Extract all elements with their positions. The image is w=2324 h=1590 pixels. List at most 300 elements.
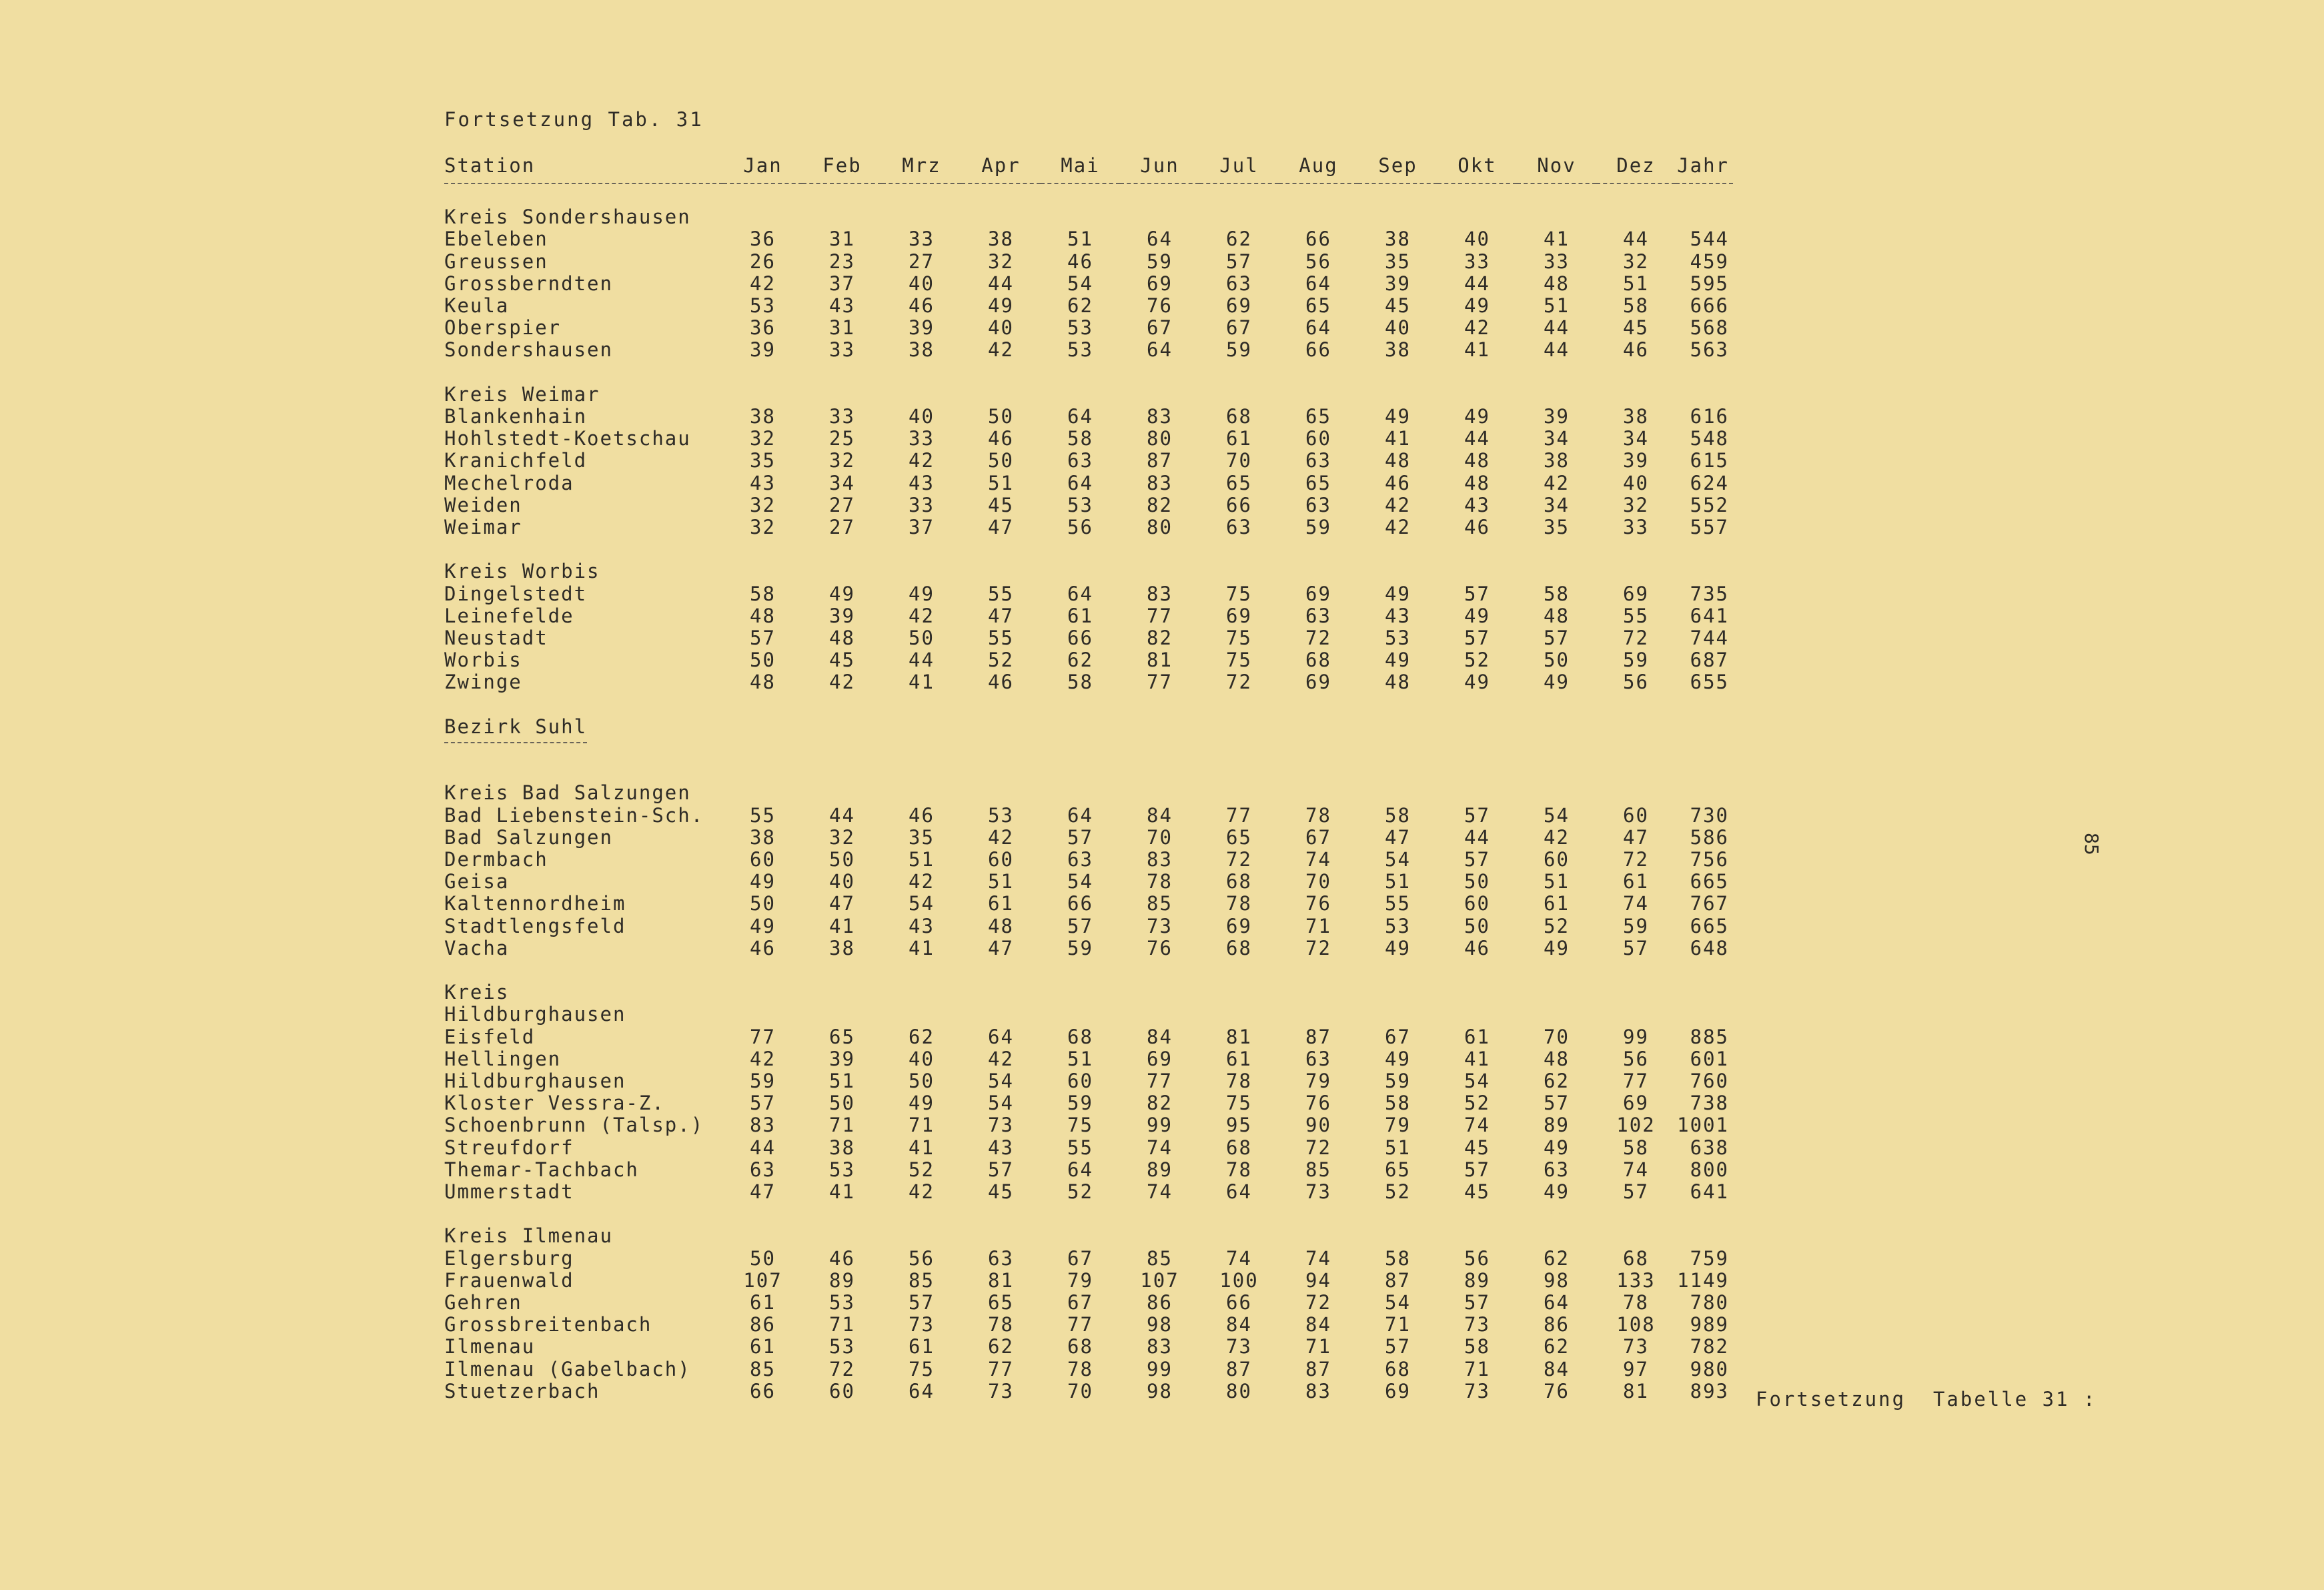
- value-cell: 44: [1464, 825, 1490, 849]
- value-cell: 42: [1544, 825, 1570, 849]
- value-cell: 62: [1226, 228, 1252, 251]
- value-cell: 40: [1623, 471, 1649, 494]
- value-cell: 60: [829, 1379, 855, 1403]
- table-row: [444, 450, 1733, 472]
- value-cell: 33: [829, 338, 855, 362]
- value-cell: 61: [1623, 870, 1649, 893]
- value-cell: 544: [1690, 228, 1729, 251]
- section-heading: [444, 716, 1733, 738]
- value-cell: 45: [1385, 294, 1411, 317]
- value-cell: 83: [1147, 848, 1173, 871]
- station-name: Kranichfeld: [444, 449, 588, 472]
- value-cell: 41: [1464, 338, 1490, 362]
- station-name: Zwinge: [444, 671, 522, 694]
- station-name: Leinefelde: [444, 604, 574, 627]
- value-cell: 64: [909, 1379, 935, 1403]
- value-cell: 46: [909, 294, 935, 317]
- value-cell: 83: [1305, 1379, 1331, 1403]
- spacer-cell: [444, 738, 1733, 760]
- value-cell: 99: [1147, 1114, 1173, 1137]
- value-cell: 57: [1067, 914, 1093, 937]
- value-cell: 54: [1385, 1291, 1411, 1314]
- value-cell: 78: [1147, 870, 1173, 893]
- value-cell: 760: [1690, 1070, 1729, 1093]
- value-cell: 46: [1385, 471, 1411, 494]
- value-cell: 55: [750, 803, 776, 827]
- table-body: [444, 183, 1733, 1403]
- value-cell: 66: [1305, 228, 1331, 251]
- column-header: Mrz: [882, 148, 961, 183]
- station-name: Hildburghausen: [444, 1070, 626, 1093]
- station-name: Eisfeld: [444, 1025, 536, 1048]
- value-cell: 62: [988, 1335, 1014, 1358]
- value-cell: 58: [750, 582, 776, 605]
- value-cell: 27: [909, 250, 935, 273]
- value-cell: 34: [829, 471, 855, 494]
- value-cell: 46: [1067, 250, 1093, 273]
- value-cell: 54: [988, 1092, 1014, 1115]
- value-cell: 46: [988, 671, 1014, 694]
- value-cell: 61: [909, 1335, 935, 1358]
- value-cell: 57: [1385, 1335, 1411, 1358]
- value-cell: 49: [1385, 936, 1411, 959]
- value-cell: 601: [1690, 1047, 1729, 1070]
- value-cell: 624: [1690, 471, 1729, 494]
- value-cell: 563: [1690, 338, 1729, 362]
- value-cell: 459: [1690, 250, 1729, 273]
- value-cell: 45: [829, 649, 855, 672]
- value-cell: 58: [1623, 1136, 1649, 1159]
- value-cell: 73: [1464, 1313, 1490, 1336]
- value-cell: 35: [1385, 250, 1411, 273]
- table-row: [444, 295, 1733, 317]
- value-cell: 59: [1226, 338, 1252, 362]
- value-cell: 40: [829, 870, 855, 893]
- value-cell: 54: [1544, 803, 1570, 827]
- value-cell: 77: [1226, 803, 1252, 827]
- group-heading-row: [444, 560, 1733, 582]
- value-cell: 85: [1147, 892, 1173, 915]
- value-cell: 74: [1147, 1180, 1173, 1204]
- value-cell: 77: [1147, 1070, 1173, 1093]
- value-cell: 67: [1305, 825, 1331, 849]
- station-name: Geisa: [444, 870, 510, 893]
- value-cell: 46: [829, 1246, 855, 1270]
- value-cell: 64: [1305, 316, 1331, 340]
- value-cell: 100: [1219, 1268, 1259, 1292]
- table-row: [444, 1314, 1733, 1336]
- value-cell: 72: [1305, 627, 1331, 650]
- table-row: [444, 472, 1733, 494]
- group-heading-row: [444, 981, 1733, 1004]
- value-cell: 33: [909, 493, 935, 516]
- value-cell: 56: [1464, 1246, 1490, 1270]
- value-cell: 23: [829, 250, 855, 273]
- value-cell: 49: [1385, 582, 1411, 605]
- value-cell: 49: [1464, 604, 1490, 627]
- value-cell: 70: [1147, 825, 1173, 849]
- value-cell: 65: [988, 1291, 1014, 1314]
- value-cell: 51: [1067, 1047, 1093, 1070]
- value-cell: 42: [909, 449, 935, 472]
- value-cell: 87: [1305, 1025, 1331, 1048]
- value-cell: 32: [829, 449, 855, 472]
- value-cell: 53: [1067, 493, 1093, 516]
- value-cell: 64: [1067, 803, 1093, 827]
- value-cell: 44: [1544, 338, 1570, 362]
- value-cell: 85: [750, 1357, 776, 1380]
- value-cell: 55: [988, 582, 1014, 605]
- value-cell: 83: [1147, 405, 1173, 428]
- value-cell: 57: [1623, 1180, 1649, 1204]
- value-cell: 33: [1464, 250, 1490, 273]
- table-row: [444, 228, 1733, 250]
- value-cell: 64: [1226, 1180, 1252, 1204]
- table-row: [444, 937, 1733, 959]
- value-cell: 57: [909, 1291, 935, 1314]
- value-cell: 50: [909, 627, 935, 650]
- value-cell: 44: [1544, 316, 1570, 340]
- value-cell: 52: [1385, 1180, 1411, 1204]
- value-cell: 46: [988, 427, 1014, 450]
- value-cell: 56: [1067, 516, 1093, 539]
- value-cell: 49: [1544, 936, 1570, 959]
- value-cell: 89: [1464, 1268, 1490, 1292]
- value-cell: 42: [1385, 493, 1411, 516]
- value-cell: 41: [1544, 228, 1570, 251]
- value-cell: 557: [1690, 516, 1729, 539]
- value-cell: 34: [1544, 427, 1570, 450]
- value-cell: 85: [1305, 1158, 1331, 1181]
- value-cell: 77: [750, 1025, 776, 1048]
- value-cell: 45: [988, 493, 1014, 516]
- value-cell: 63: [750, 1158, 776, 1181]
- value-cell: 83: [1147, 1335, 1173, 1358]
- value-cell: 75: [1226, 649, 1252, 672]
- value-cell: 57: [1464, 1291, 1490, 1314]
- table-caption: Fortsetzung Tab. 31: [444, 108, 704, 131]
- value-cell: 49: [1544, 1180, 1570, 1204]
- value-cell: 36: [750, 228, 776, 251]
- value-cell: 67: [1226, 316, 1252, 340]
- value-cell: 49: [1464, 405, 1490, 428]
- value-cell: 34: [1623, 427, 1649, 450]
- value-cell: 53: [750, 294, 776, 317]
- column-header: Apr: [961, 148, 1041, 183]
- value-cell: 45: [1464, 1136, 1490, 1159]
- value-cell: 33: [909, 228, 935, 251]
- value-cell: 43: [1464, 493, 1490, 516]
- value-cell: 65: [1305, 471, 1331, 494]
- value-cell: 32: [1623, 493, 1649, 516]
- table-row: [444, 915, 1733, 937]
- value-cell: 32: [1623, 250, 1649, 273]
- value-cell: 54: [1464, 1070, 1490, 1093]
- station-name: Neustadt: [444, 627, 548, 650]
- value-cell: 59: [1067, 1092, 1093, 1115]
- value-cell: 51: [1385, 870, 1411, 893]
- value-cell: 76: [1305, 1092, 1331, 1115]
- spacer-cell: [444, 959, 1733, 981]
- heading-text: Kreis Weimar: [444, 382, 600, 406]
- value-cell: 50: [829, 1092, 855, 1115]
- spacer-cell: [444, 694, 1733, 716]
- value-cell: 45: [1464, 1180, 1490, 1204]
- value-cell: 59: [1305, 516, 1331, 539]
- value-cell: 48: [750, 604, 776, 627]
- value-cell: 38: [1385, 338, 1411, 362]
- value-cell: 48: [1464, 471, 1490, 494]
- column-header: Nov: [1517, 148, 1596, 183]
- value-cell: 83: [1147, 471, 1173, 494]
- value-cell: 32: [829, 825, 855, 849]
- value-cell: 72: [1305, 936, 1331, 959]
- table-row: [444, 649, 1733, 671]
- station-name: Oberspier: [444, 316, 562, 340]
- station-name: Worbis: [444, 649, 522, 672]
- value-cell: 35: [750, 449, 776, 472]
- value-cell: 54: [1067, 272, 1093, 295]
- value-cell: 78: [1226, 892, 1252, 915]
- value-cell: 57: [1464, 627, 1490, 650]
- value-cell: 38: [750, 825, 776, 849]
- value-cell: 64: [1067, 582, 1093, 605]
- value-cell: 730: [1690, 803, 1729, 827]
- value-cell: 744: [1690, 627, 1729, 650]
- value-cell: 49: [1464, 671, 1490, 694]
- value-cell: 42: [1464, 316, 1490, 340]
- table-row: [444, 1137, 1733, 1159]
- value-cell: 69: [1305, 671, 1331, 694]
- table-row: [444, 605, 1733, 627]
- value-cell: 70: [1226, 449, 1252, 472]
- value-cell: 75: [1067, 1114, 1093, 1137]
- value-cell: 77: [1623, 1070, 1649, 1093]
- station-name: Ummerstadt: [444, 1180, 574, 1204]
- value-cell: 71: [829, 1313, 855, 1336]
- value-cell: 102: [1616, 1114, 1656, 1137]
- station-name: Kloster Vessra-Z.: [444, 1092, 665, 1115]
- value-cell: 61: [750, 1291, 776, 1314]
- value-cell: 78: [1305, 803, 1331, 827]
- value-cell: 50: [750, 1246, 776, 1270]
- value-cell: 50: [750, 892, 776, 915]
- value-cell: 648: [1690, 936, 1729, 959]
- value-cell: 62: [909, 1025, 935, 1048]
- table-row: [444, 627, 1733, 649]
- value-cell: 55: [988, 627, 1014, 650]
- heading-text: Kreis Worbis: [444, 560, 600, 583]
- value-cell: 60: [1464, 892, 1490, 915]
- value-cell: 27: [829, 516, 855, 539]
- value-cell: 26: [750, 250, 776, 273]
- value-cell: 39: [829, 1047, 855, 1070]
- table-row: [444, 671, 1733, 693]
- value-cell: 73: [1226, 1335, 1252, 1358]
- value-cell: 665: [1690, 914, 1729, 937]
- value-cell: 84: [1305, 1313, 1331, 1336]
- value-cell: 552: [1690, 493, 1729, 516]
- value-cell: 1149: [1677, 1268, 1729, 1292]
- value-cell: 44: [750, 1136, 776, 1159]
- value-cell: 53: [829, 1291, 855, 1314]
- value-cell: 63: [988, 1246, 1014, 1270]
- value-cell: 45: [988, 1180, 1014, 1204]
- table-row: [444, 428, 1733, 450]
- value-cell: 63: [1067, 848, 1093, 871]
- value-cell: 42: [988, 1047, 1014, 1070]
- value-cell: 66: [1305, 338, 1331, 362]
- group-heading: [444, 782, 1733, 804]
- value-cell: 83: [750, 1114, 776, 1137]
- value-cell: 767: [1690, 892, 1729, 915]
- value-cell: 71: [1385, 1313, 1411, 1336]
- value-cell: 41: [829, 1180, 855, 1204]
- value-cell: 65: [829, 1025, 855, 1048]
- value-cell: 63: [1544, 1158, 1570, 1181]
- value-cell: 62: [1544, 1246, 1570, 1270]
- value-cell: 74: [1305, 848, 1331, 871]
- value-cell: 73: [909, 1313, 935, 1336]
- station-name: Weiden: [444, 493, 522, 516]
- value-cell: 46: [909, 803, 935, 827]
- group-heading-row: [444, 1225, 1733, 1247]
- value-cell: 64: [1067, 1158, 1093, 1181]
- value-cell: 86: [750, 1313, 776, 1336]
- value-cell: 47: [750, 1180, 776, 1204]
- station-name: Kaltennordheim: [444, 892, 626, 915]
- value-cell: 78: [1623, 1291, 1649, 1314]
- value-cell: 69: [1385, 1379, 1411, 1403]
- value-cell: 86: [1147, 1291, 1173, 1314]
- value-cell: 47: [1385, 825, 1411, 849]
- value-cell: 76: [1147, 936, 1173, 959]
- value-cell: 31: [829, 228, 855, 251]
- group-heading: [444, 1225, 1733, 1247]
- spacer-row: [444, 1203, 1733, 1225]
- value-cell: 55: [1067, 1136, 1093, 1159]
- value-cell: 42: [909, 604, 935, 627]
- value-cell: 59: [750, 1070, 776, 1093]
- value-cell: 64: [1067, 405, 1093, 428]
- station-name: Sondershausen: [444, 338, 613, 362]
- value-cell: 59: [1623, 649, 1649, 672]
- value-cell: 57: [1464, 848, 1490, 871]
- heading-text: Kreis Bad Salzungen: [444, 781, 691, 805]
- value-cell: 48: [1544, 272, 1570, 295]
- value-cell: 44: [909, 649, 935, 672]
- value-cell: 67: [1067, 1246, 1093, 1270]
- value-cell: 42: [988, 338, 1014, 362]
- value-cell: 51: [988, 471, 1014, 494]
- value-cell: 65: [1305, 405, 1331, 428]
- value-cell: 32: [988, 250, 1014, 273]
- group-heading: [444, 384, 1733, 406]
- station-name: Ilmenau (Gabelbach): [444, 1357, 691, 1380]
- value-cell: 46: [1464, 936, 1490, 959]
- value-cell: 99: [1623, 1025, 1649, 1048]
- heading-text: Kreis: [444, 981, 510, 1004]
- spacer-row: [444, 738, 1733, 760]
- station-name: Vacha: [444, 936, 510, 959]
- station-name: Ebeleben: [444, 228, 548, 251]
- value-cell: 64: [1147, 228, 1173, 251]
- value-cell: 64: [1305, 272, 1331, 295]
- table-row: [444, 1159, 1733, 1181]
- value-cell: 72: [1226, 848, 1252, 871]
- station-name: Stadtlengsfeld: [444, 914, 626, 937]
- value-cell: 73: [1623, 1335, 1649, 1358]
- value-cell: 73: [1305, 1180, 1331, 1204]
- value-cell: 98: [1147, 1379, 1173, 1403]
- group-heading-row: [444, 384, 1733, 406]
- value-cell: 70: [1544, 1025, 1570, 1048]
- value-cell: 54: [1385, 848, 1411, 871]
- value-cell: 67: [1385, 1025, 1411, 1048]
- value-cell: 57: [1544, 627, 1570, 650]
- value-cell: 38: [829, 1136, 855, 1159]
- value-cell: 62: [1544, 1070, 1570, 1093]
- value-cell: 39: [1544, 405, 1570, 428]
- value-cell: 27: [829, 493, 855, 516]
- value-cell: 76: [1544, 1379, 1570, 1403]
- value-cell: 108: [1616, 1313, 1656, 1336]
- value-cell: 57: [750, 1092, 776, 1115]
- value-cell: 38: [1544, 449, 1570, 472]
- value-cell: 71: [829, 1114, 855, 1137]
- value-cell: 83: [1147, 582, 1173, 605]
- value-cell: 82: [1147, 1092, 1173, 1115]
- column-header: Jan: [723, 148, 802, 183]
- table-row: [444, 827, 1733, 849]
- value-cell: 61: [988, 892, 1014, 915]
- value-cell: 50: [750, 649, 776, 672]
- group-heading: [444, 981, 1733, 1004]
- value-cell: 60: [750, 848, 776, 871]
- value-cell: 57: [1623, 936, 1649, 959]
- value-cell: 75: [1226, 1092, 1252, 1115]
- value-cell: 66: [750, 1379, 776, 1403]
- spacer-row: [444, 183, 1733, 206]
- value-cell: 32: [750, 516, 776, 539]
- table-row: [444, 583, 1733, 605]
- value-cell: 72: [1623, 848, 1649, 871]
- value-cell: 61: [1544, 892, 1570, 915]
- column-header: Feb: [802, 148, 882, 183]
- value-cell: 58: [1544, 582, 1570, 605]
- value-cell: 72: [1226, 671, 1252, 694]
- spacer-cell: [444, 362, 1733, 384]
- value-cell: 40: [988, 316, 1014, 340]
- value-cell: 47: [1623, 825, 1649, 849]
- value-cell: 41: [909, 936, 935, 959]
- value-cell: 49: [1544, 1136, 1570, 1159]
- station-name: Schoenbrunn (Talsp.): [444, 1114, 704, 1137]
- value-cell: 52: [909, 1158, 935, 1181]
- value-cell: 42: [988, 825, 1014, 849]
- value-cell: 77: [1067, 1313, 1093, 1336]
- value-cell: 47: [988, 516, 1014, 539]
- value-cell: 73: [988, 1379, 1014, 1403]
- value-cell: 37: [909, 516, 935, 539]
- value-cell: 42: [1544, 471, 1570, 494]
- heading-text: Hildburghausen: [444, 1003, 626, 1026]
- station-name: Blankenhain: [444, 405, 588, 428]
- value-cell: 62: [1067, 294, 1093, 317]
- value-cell: 80: [1147, 516, 1173, 539]
- value-cell: 61: [1226, 1047, 1252, 1070]
- table-row: [444, 251, 1733, 273]
